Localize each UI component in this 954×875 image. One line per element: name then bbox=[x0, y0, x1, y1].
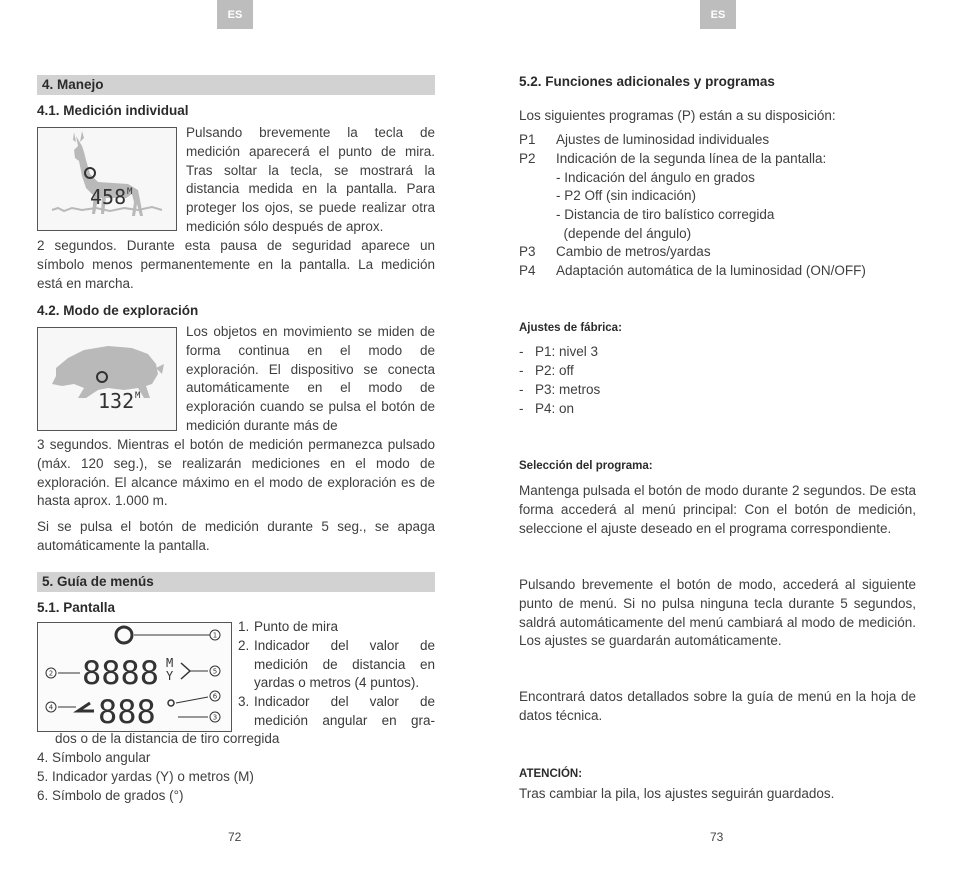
section-5-1-heading: 5.1. Pantalla bbox=[37, 600, 116, 615]
callout-4: 4 bbox=[48, 703, 54, 712]
reading-458: 458 bbox=[90, 185, 127, 209]
legend-item-2: 2. Indicador del valor de medición de distancia en yardas o metros (4 puntos). bbox=[238, 637, 435, 691]
legend-item-1: 1. Punto de mira bbox=[238, 619, 339, 634]
page-number-right: 73 bbox=[710, 830, 724, 844]
p2-option-3: - Distancia de tiro balístico corregida bbox=[556, 207, 775, 222]
factory-setting-p4: - P4: on bbox=[519, 401, 575, 416]
scan-mode-figure bbox=[37, 327, 177, 431]
program-p4: P4 Adaptación automática de la luminosidad (ON/OFF) bbox=[519, 263, 866, 278]
factory-setting-p3: - P3: metros bbox=[519, 382, 601, 397]
program-selection-text-1: Mantenga pulsada el botón de modo durante 2 segundos. De esta forma accederá al menú principal: Con el botón de medición, seleccione el ajuste deseado en el programa correspondiente. bbox=[519, 483, 916, 536]
attention-heading: ATENCIÓN: bbox=[519, 768, 583, 780]
legend-item-6: 6. Símbolo de grados (°) bbox=[37, 788, 184, 803]
language-tab: ES bbox=[217, 0, 253, 29]
unit-y-symbol: Y bbox=[166, 669, 174, 683]
section-4-1-side-text: Pulsando brevemente la tecla de medición aparecerá el punto de mira. Tras soltar la tecla, se mostrará la distancia medida en la pantalla. Para proteger los ojos, se puede realizar otra medición sólo después de aprox. bbox=[186, 125, 435, 234]
section-4-heading: 4. Manejo bbox=[37, 75, 435, 95]
section-4-1-text: 2 segundos. Durante esta pausa de seguridad aparece un símbolo menos permanentemente en la pantalla. La medición está en marcha. bbox=[37, 238, 435, 291]
legend-item-3-continued: dos o de la distancia de tiro corregida bbox=[55, 731, 280, 746]
p2-option-2: - P2 Off (sin indicación) bbox=[556, 188, 697, 203]
section-5-heading: 5. Guía de menús bbox=[37, 572, 435, 592]
callout-3: 3 bbox=[212, 713, 218, 722]
section-4-2-heading: 4.2. Modo de exploración bbox=[37, 303, 199, 318]
program-selection-text-3: Encontrará datos detallados sobre la guía de menú en la hoja de datos técnica. bbox=[519, 689, 916, 723]
page-number-left: 72 bbox=[228, 830, 242, 844]
program-selection-text-2: Pulsando brevemente el botón de modo, accederá al siguiente punto de menú. Si no pulsa ninguna tecla durante 5 segundos, saldrá automáticamente del menú cambiará al modo de medición. Los ajustes se guardarán automáticamente. bbox=[519, 577, 916, 649]
factory-setting-p1: - P1: nivel 3 bbox=[519, 344, 599, 359]
display-diagram bbox=[37, 622, 232, 732]
program-p2: P2 Indicación de la segunda línea de la pantalla: bbox=[519, 151, 827, 166]
section-4-2-side-text: Los objetos en movimiento se miden de forma continua en el modo de exploración. El dispositivo se conecta automáticamente en el modo de exploración cuando se pulsa el botón de medición durante más de bbox=[186, 324, 435, 433]
unit-m-symbol: M bbox=[166, 656, 174, 670]
section-4-2-text: 3 segundos. Mientras el botón de medición permanezca pulsado (máx. 120 seg.), se realizarán mediciones en el modo de exploración. El alcance máximo en el modo de exploración es de hasta aprox. 1.000 m. bbox=[37, 437, 435, 509]
display-legend-list bbox=[238, 618, 435, 731]
callout-5: 5 bbox=[212, 667, 218, 676]
legend-item-3: 3. Indicador del valor de medición angular en gra- bbox=[238, 694, 435, 728]
callout-6: 6 bbox=[212, 692, 218, 701]
section-5-2-heading: 5.2. Funciones adicionales y programas bbox=[519, 74, 775, 89]
factory-setting-p2: - P2: off bbox=[519, 363, 574, 378]
single-measurement-figure bbox=[37, 127, 177, 231]
unit-m: M bbox=[127, 187, 133, 197]
reading-132: 132 bbox=[98, 389, 135, 413]
legend-item-4: 4. Símbolo angular bbox=[37, 750, 151, 765]
angle-digits: 888 bbox=[98, 693, 156, 731]
section-4-1-heading: 4.1. Medición individual bbox=[37, 103, 189, 118]
aiming-point-icon bbox=[116, 627, 132, 643]
p2-option-1: - Indicación del ángulo en grados bbox=[556, 170, 755, 185]
callout-2: 2 bbox=[48, 669, 54, 678]
legend-item-5: 5. Indicador yardas (Y) o metros (M) bbox=[37, 769, 254, 784]
unit-m: M bbox=[135, 391, 141, 401]
angle-symbol-icon bbox=[78, 703, 94, 711]
distance-digits: 8888 bbox=[82, 654, 160, 692]
factory-settings-heading: Ajustes de fábrica: bbox=[519, 322, 622, 334]
program-p1: P1 Ajustes de luminosidad individuales bbox=[519, 132, 770, 147]
attention-text: Tras cambiar la pila, los ajustes seguirán guardados. bbox=[519, 786, 835, 801]
program-selection-heading: Selección del programa: bbox=[519, 460, 653, 472]
language-tab: ES bbox=[700, 0, 736, 29]
program-p3: P3 Cambio de metros/yardas bbox=[519, 244, 711, 259]
section-4-2-extra-text: Si se pulsa el botón de medición durante 5 seg., se apaga automáticamente la pantalla. bbox=[37, 519, 435, 553]
degree-symbol-icon bbox=[168, 700, 174, 706]
callout-1: 1 bbox=[212, 631, 218, 640]
p2-option-3-note: (depende del ángulo) bbox=[556, 226, 692, 241]
programs-intro: Los siguientes programas (P) están a su disposición: bbox=[519, 108, 836, 123]
